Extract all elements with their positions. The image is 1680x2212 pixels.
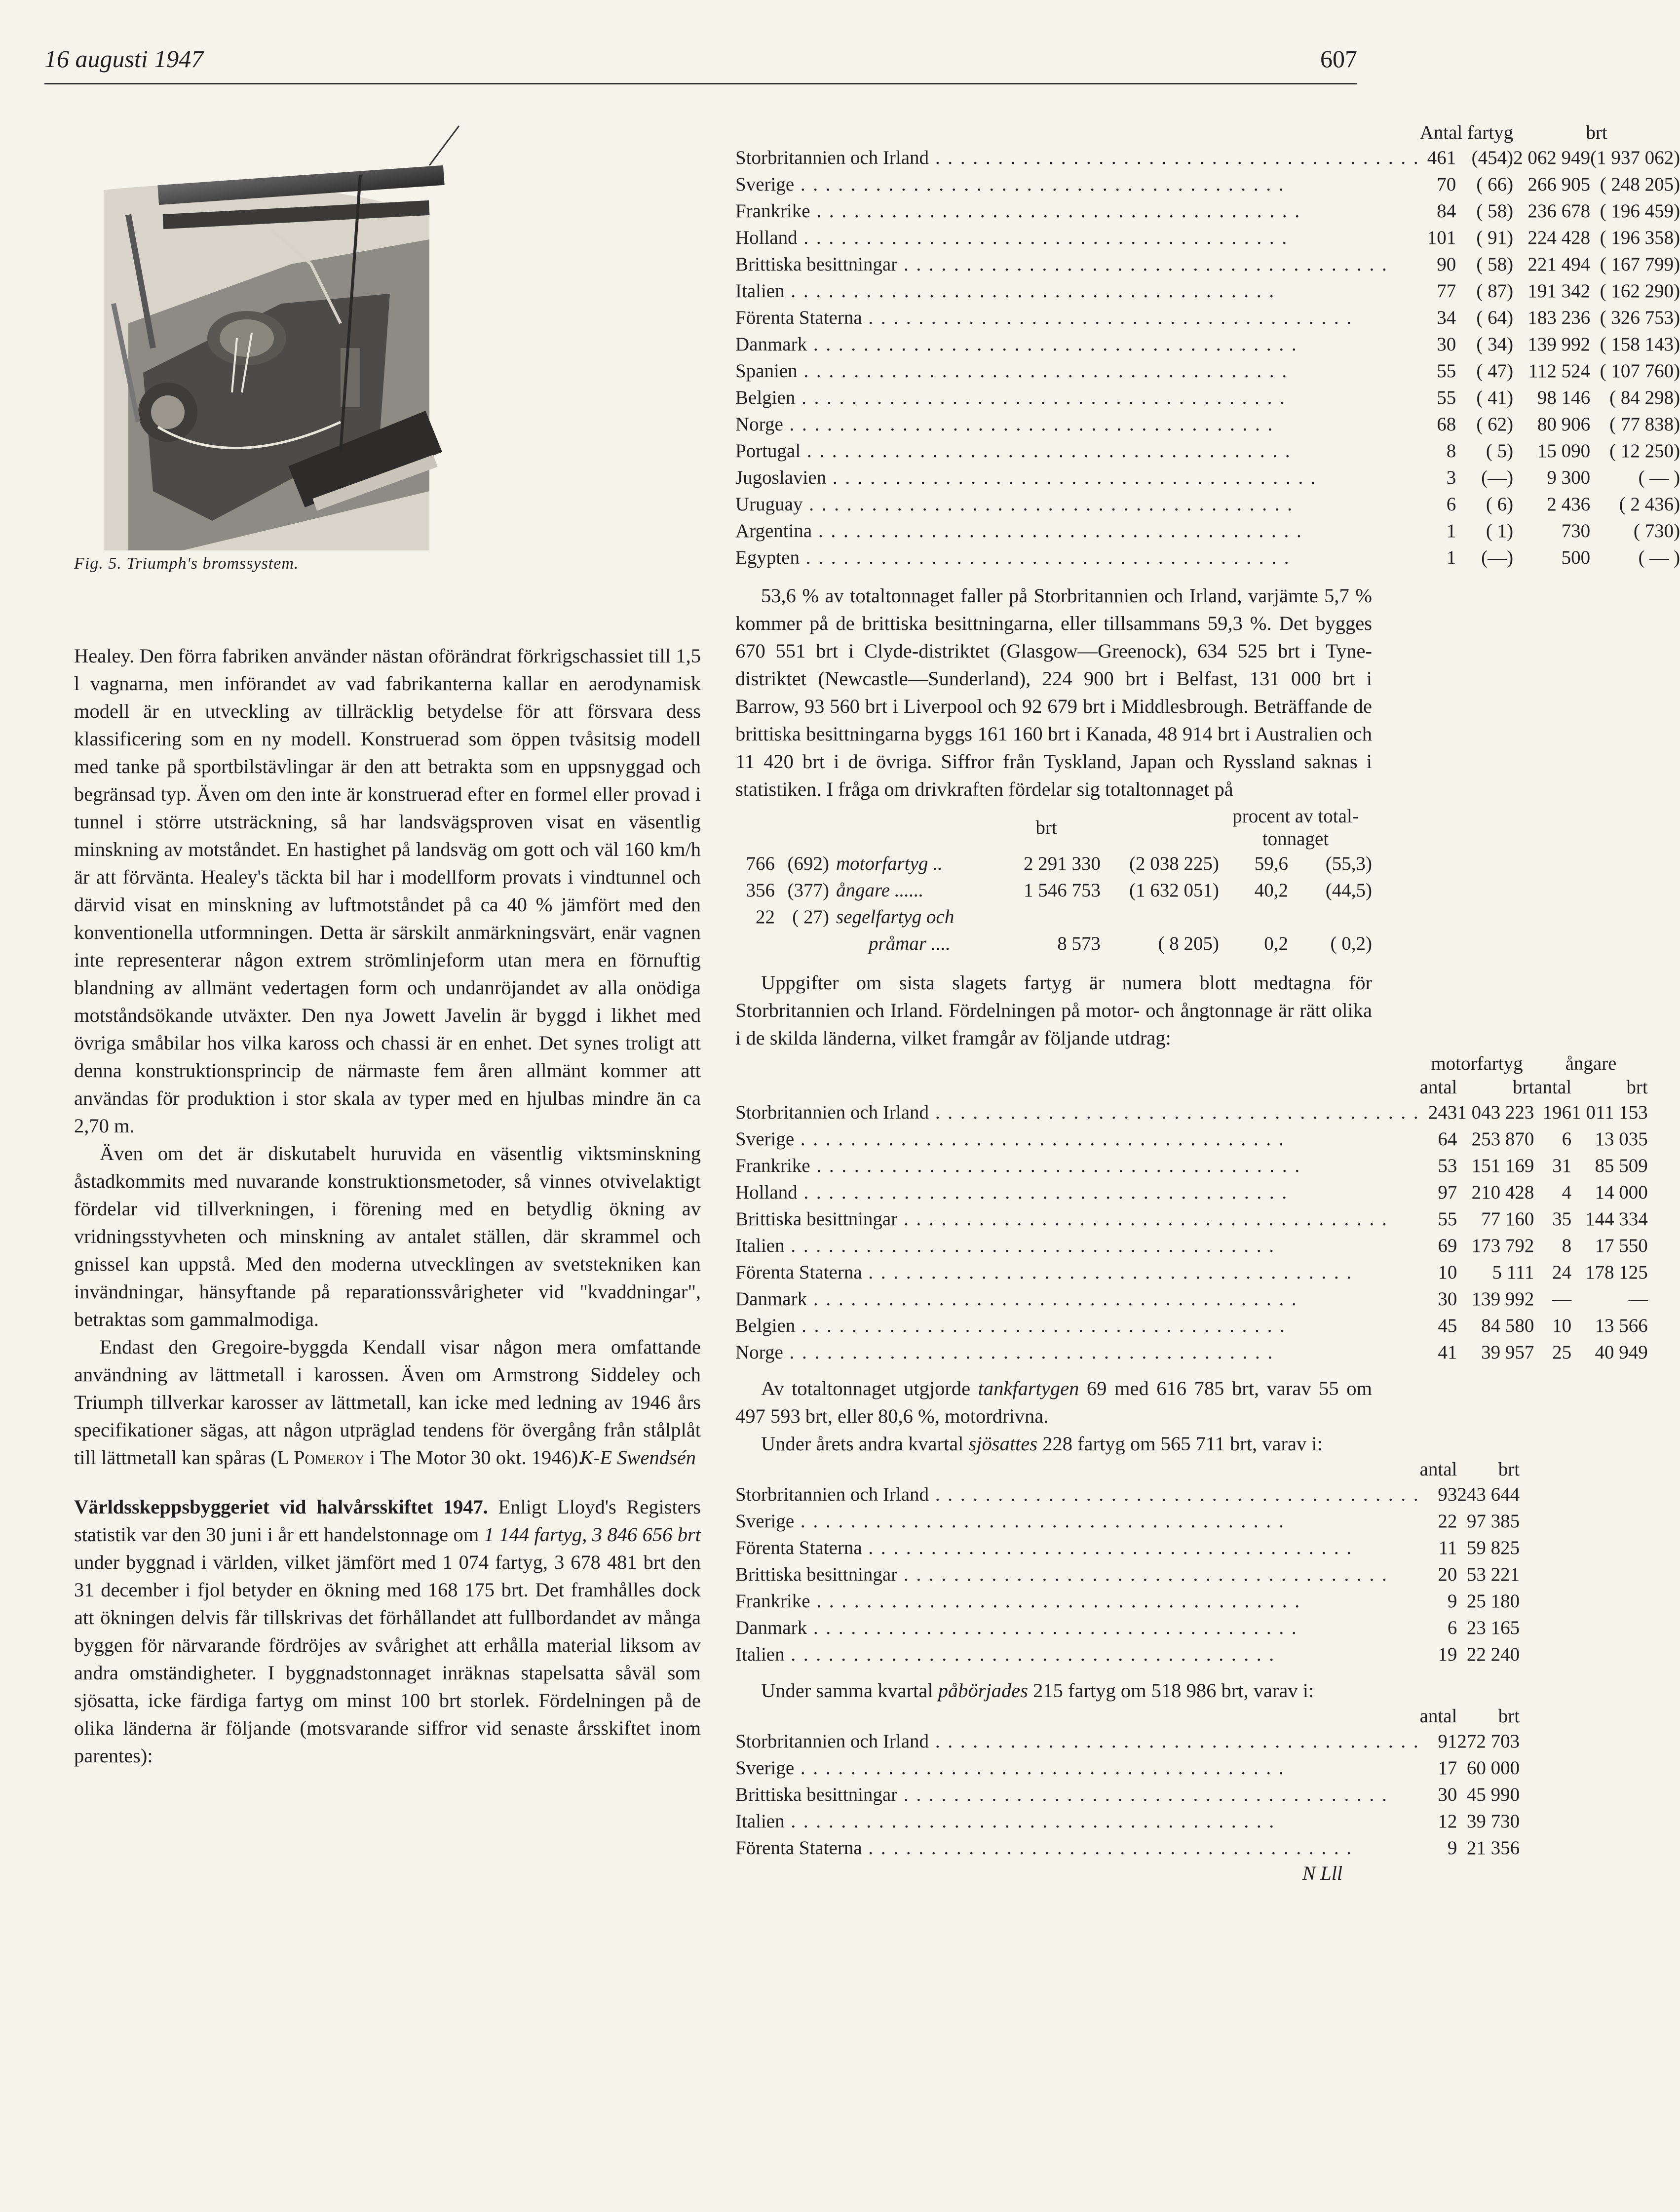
table-cell: antal [1419,1706,1457,1727]
table-row [735,1206,1648,1233]
table-cell: 59,6 [1254,853,1288,874]
table2-header-percent: procent av total-tonnaget [1232,806,1359,850]
table-row [735,851,1372,877]
table-cell: 144 334 [1585,1208,1648,1230]
table-cell: 12 [1438,1811,1457,1832]
table-cell: 2 436 [1547,494,1591,515]
table-cell: 356 [746,880,775,901]
table-cell: 59 825 [1466,1537,1520,1558]
table-cell: 3 [1446,467,1456,488]
table-cell: 236 678 [1527,200,1591,222]
table-cell: ( 0,2) [1330,933,1372,954]
table-cell: 39 957 [1481,1342,1534,1363]
table-cell: 1 043 223 [1457,1102,1534,1123]
para3-text-a: Av totaltonnaget utgjorde [761,1377,978,1399]
table-cell: 5 111 [1492,1262,1534,1283]
table-cell: Brittiska besittningar . . . [735,1206,1420,1233]
table-cell: 9 [1447,1837,1457,1859]
table-row [735,1588,1520,1615]
table-cell: Uruguay . . . [735,491,1420,518]
table-cell: Storbritannien och Irland . . . [735,1481,1420,1508]
table-cell: 1 011 153 [1571,1102,1648,1123]
table-row [735,1313,1648,1339]
table-cell: 84 580 [1481,1315,1534,1336]
table-cell: ( 58) [1476,200,1514,222]
para4-text-b: 228 fartyg om 565 711 brt, varav i: [1037,1433,1323,1455]
table-cell: 243 [1428,1102,1457,1123]
table-cell: 766 [746,853,775,874]
table-cell: 1 546 753 [1024,880,1101,901]
table-cell: 41 [1438,1342,1457,1363]
table-row [735,491,1680,518]
table-cell: (—) [1481,467,1514,488]
table-cell: ( 196 358) [1600,227,1680,248]
table-cell: brt [1498,1459,1520,1480]
right-paragraph-1: 53,6 % av totaltonnaget faller på Storbritannien och Irland, varjämte 5,7 % kommer på de brittiska besittningarna, eller tillsammans 59,3 %. Det bygges 670 551 brt i Clyde-distriktet (Glasgow—Greenock), 634 525 brt i Tyne-distriktet (Newcastle—Sunderland), 224 900 brt i Belfast, 131 000 brt i Barrow, 93 560 brt i Liverpool och 92 679 brt i Middlesbrough. Beträffande de brittiska besittningarna byggs 161 160 brt i Kanada, 48 914 brt i Australien och 11 420 brt i de övriga. Siffror från Tyskland, Japan och Ryssland saknas i statistiken. I fråga om drivkraften fördelar sig totaltonnaget på [735,584,1372,800]
article-paragraph-1: Healey. Den förra fabriken använder nästan oförändrat förkrigschassiet till 1,5 l vagnarna, men införandet av vad fabrikanterna kallar en aerodynamisk modell är en utveckling av tillräcklig betydelse för att försvara dess klassificering som en ny modell. Konstruerad som öppen tvåsitsig modell med tanke på sportbilstävlingar är den att betrakta som en uppsnyggad och begränsad typ. Även om den inte är konstruerad efter en formel eller provad i tunnel i större utsträckning, så har landsvägsproven visat en väsentlig minskning av motståndet. En hastighet på landsväg om gott och väl 160 km/h är att förvänta. Healey's täckta bil har i modellform provats i vindtunnel och därvid visat en minskning av luftmotståndet på ca 40 % jämfört med den konventionella utformningen. Detta är särskilt anmärkningsvärt, enär vagnen inte representerar någon extrem strömlinjeform utan mera en förnuftig blandning av allmänt vedertagen form och undanröjandet av alla onödiga motståndsökande utväxter. Den nya Jowett Javelin är byggd i likhet med övriga småbilar hos vilka kaross och chassi är en enhet. Det synes troligt att denna konstruktionsprincip de närmaste fem åren allmänt kommer att användas för produktion i stor skala av typer med en hjulbas mindre än ca 2,70 m. [74,645,701,1137]
table-cell: 151 169 [1471,1155,1534,1176]
para4-text-a: Under årets andra kvartal [761,1433,969,1455]
shipbuilding-intro [74,1493,701,1770]
table-cell: 39 730 [1466,1811,1520,1832]
table-cell: Italien . . . [735,1233,1420,1259]
table-cell: Förenta Staterna . . . [735,1259,1420,1286]
intro-text-b: under byggnad i världen, vilket jämfört med 1 074 fartyg, 3 678 481 brt den 31 december i fjol betyder en ökning med 168 175 brt. Det framhålles dock att ökningen delvis får tillskrivas det förhållandet att fullbordandet av många byggen för närvarande fördröjes av svårighet att erhålla material liksom av andra omständigheter. I byggnadstonnaget inräknas stapelsatta såväl som sjösatta, icke färdiga fartyg om minst 100 brt storlek. Fördelningen på de olika länderna är följande (motsvarande siffror vid senaste årsskiftet inom parentes): [74,1551,701,1767]
table-cell: 97 [1438,1182,1457,1203]
table-cell: (55,3) [1325,853,1372,874]
table-cell: Förenta Staterna . . . [735,1835,1420,1862]
table3-header-motor: motorfartyg [1431,1053,1523,1074]
table-cell: ( 58) [1476,254,1514,275]
table-cell: 91 [1438,1731,1457,1752]
right-column [735,121,1680,1885]
table-cell: 11 [1438,1537,1457,1558]
para5-text-b: 215 fartyg om 518 986 brt, varav i: [1028,1679,1314,1702]
table-row [735,1153,1648,1179]
table-row [735,904,1372,931]
table1-header-count: Antal fartyg [1419,122,1514,143]
table-cell: 500 [1561,547,1591,568]
table-cell: 90 [1437,254,1456,275]
table-cell: ( 6) [1486,494,1514,515]
table-cell: (377) [787,880,829,901]
table-motor-vs-steam [735,1052,1648,1366]
table-cell: Sverige . . . [735,1508,1420,1535]
table-cell: 85 509 [1595,1155,1648,1176]
table-row [735,1728,1520,1755]
brake-system-illustration [84,116,489,550]
page-header [44,44,1357,84]
para3-text-b: 69 med 616 785 brt, varav 55 om 497 593 brt, eller 80,6 %, motordrivna. [735,1377,1372,1427]
table-cell: 98 146 [1537,387,1591,408]
table-cell: 9 300 [1547,467,1591,488]
table-cell: 461 [1427,147,1456,168]
table-cell: 30 [1438,1288,1457,1310]
table-cell: ( 27) [792,906,829,928]
table-cell: ( 12 250) [1609,440,1680,462]
table-cell: Storbritannien och Irland . . . [735,1099,1420,1126]
table-row [735,1535,1520,1561]
table-cell: 253 870 [1471,1128,1534,1150]
table-cell: 0,2 [1264,933,1288,954]
table-cell: 20 [1438,1564,1457,1585]
table-cell: 2 291 330 [1024,853,1101,874]
table-cell: Sverige . . . [735,171,1420,198]
table-row [735,1099,1648,1126]
table-cell: 24 [1552,1262,1572,1283]
table-cell: 19 [1438,1644,1457,1665]
header-rule [44,83,1357,84]
table-row [735,1259,1648,1286]
table-cell: ( — ) [1638,467,1680,488]
table-cell: Belgien . . . [735,385,1420,411]
table-row [735,1641,1520,1668]
table5-header [735,1705,1520,1728]
table-cell: antal [1419,1077,1457,1098]
table-cell: ( 66) [1476,174,1514,195]
figure-brake-system [84,116,489,550]
table-cell: (454) [1471,147,1514,168]
table-cell: Storbritannien och Irland . . . [735,1728,1420,1755]
table-cell: 68 [1437,414,1456,435]
table1-header-brt: brt [1586,122,1607,143]
table-cell [992,904,1101,931]
table-cell: 210 428 [1471,1182,1534,1203]
table-cell: Frankrike . . . [735,1588,1420,1615]
table-cell: Sverige . . . [735,1126,1420,1153]
table-cell: 77 160 [1481,1208,1534,1230]
table-cell: 10 [1552,1315,1572,1336]
table1-header [735,121,1680,145]
table-row [735,1755,1520,1782]
table-row [735,251,1680,278]
table-row [735,1808,1520,1835]
table-cell: ( 326 753) [1600,307,1680,328]
table-cell: (—) [1481,547,1514,568]
table-cell: 55 [1437,360,1456,382]
table-cell: 266 905 [1527,174,1591,195]
table-cell [1101,904,1219,931]
author-name: Pomeroy [294,1446,365,1469]
table3-sub-header [735,1076,1648,1099]
table-cell: 224 428 [1527,227,1591,248]
launched-emphasis: sjösattes [968,1433,1038,1455]
table-cell [1219,904,1288,931]
page-number: 607 [1320,45,1357,73]
table-cell: Sverige . . . [735,1755,1420,1782]
table-cell: 2 062 949 [1513,147,1591,168]
table3-group-header [735,1052,1648,1076]
table-cell: ( — ) [1638,547,1680,568]
table-cell: ( 62) [1476,414,1514,435]
intro-emphasis: 1 144 fartyg, 3 846 656 brt [484,1523,701,1546]
table-cell: 8 [1562,1235,1572,1256]
table-row [735,385,1680,411]
table-cell: 53 221 [1466,1564,1520,1585]
table-row [735,1179,1648,1206]
table-row [735,358,1680,385]
table-cell: Brittiska besittningar . . . [735,1782,1420,1808]
table-cell: 4 [1562,1182,1572,1203]
right-paragraph-3 [735,1375,1372,1430]
table-cell: 40 949 [1595,1342,1648,1363]
table-cell [1288,904,1372,931]
table-cell: Brittiska besittningar . . . [735,251,1420,278]
table-cell: 196 [1542,1102,1572,1123]
table-cell: (692) [787,853,829,874]
table-cell: 9 [1447,1591,1457,1612]
right-paragraph-4 [735,1430,1372,1458]
table-row [735,1481,1520,1508]
table-cell: 8 573 [1057,933,1101,954]
table-cell: (1 632 051) [1129,880,1219,901]
table-cell: Argentina . . . [735,518,1420,544]
table-row [735,1508,1520,1535]
table-cell: — [1628,1288,1648,1310]
table-cell: Belgien . . . [735,1313,1420,1339]
table-row [735,225,1680,251]
table-cell: Brittiska besittningar . . . [735,1561,1420,1588]
table-cell: segelfartyg och [836,906,955,928]
table-row [735,1233,1648,1259]
table-row [735,305,1680,331]
table4-header [735,1458,1520,1481]
table-cell: 8 [1446,440,1456,462]
table-cell: 178 125 [1585,1262,1648,1283]
table-cell: 191 342 [1527,280,1591,302]
table-cell: 34 [1437,307,1456,328]
right-paragraph-5 [735,1677,1372,1705]
table-cell: Holland . . . [735,225,1420,251]
table-cell: (44,5) [1325,880,1372,901]
table-cell: ( 77 838) [1609,414,1680,435]
table-cell: Portugal . . . [735,438,1420,465]
table-cell: Italien . . . [735,278,1420,305]
table-cell: Norge . . . [735,411,1420,438]
table-cell: 6 [1447,1617,1457,1638]
table-row [735,411,1680,438]
table-cell: 23 165 [1466,1617,1520,1638]
table-cell: 17 550 [1595,1235,1648,1256]
table-cell: antal [1534,1077,1572,1098]
table-cell: 10 [1438,1262,1457,1283]
table-cell: 55 [1438,1208,1457,1230]
table-cell: brt [1513,1077,1534,1098]
table-cell: 45 990 [1466,1784,1520,1805]
table-cell: 21 356 [1466,1837,1520,1859]
table-cell: 139 992 [1527,334,1591,355]
table-cell: 6 [1446,494,1456,515]
table-cell: Storbritannien och Irland . . . [735,145,1420,171]
table-cell: Danmark . . . [735,1286,1420,1313]
table-cell: 69 [1438,1235,1457,1256]
table-cell: Danmark . . . [735,1615,1420,1641]
table-cell: Frankrike . . . [735,1153,1420,1179]
table-cell: ångare ...... [836,880,924,901]
table-cell: Italien . . . [735,1641,1420,1668]
table-cell: 64 [1438,1128,1457,1150]
table-cell: 22 240 [1466,1644,1520,1665]
table-cell: ( 64) [1476,307,1514,328]
table-cell: Förenta Staterna . . . [735,305,1420,331]
table-cell: ( 87) [1476,280,1514,302]
table-cell: ( 1) [1486,520,1514,542]
table-cell: 30 [1437,334,1456,355]
table-row [735,931,1372,957]
table-cell: — [1552,1288,1572,1310]
table-row [735,331,1680,358]
table-cell [775,931,829,957]
section-title: Världsskeppsbyggeriet vid halvårsskiftet 1947. [74,1496,488,1518]
table-cell: 40,2 [1254,880,1288,901]
table-row [735,1561,1520,1588]
right-paragraph-2: Uppgifter om sista slagets fartyg är numera blott medtagna för Storbritannien och Irland. Fördelningen på motor- och ångtonnage är rätt olika i de skilda länderna, vilket framgår av följande utdrag: [735,971,1372,1049]
table-cell: ( 8 205) [1158,933,1219,954]
table-cell: Holland . . . [735,1179,1420,1206]
table-row [735,145,1680,171]
left-column [74,116,701,1770]
table-cell: Italien . . . [735,1808,1420,1835]
table-cell: 53 [1438,1155,1457,1176]
table-cell: 183 236 [1527,307,1591,328]
table-cell: 22 [1438,1511,1457,1532]
started-emphasis: påbörjades [938,1679,1028,1702]
table-cell: pråmar .... [869,933,951,954]
table-cell: Spanien . . . [735,358,1420,385]
table-cell: ( 91) [1476,227,1514,248]
table-cell: 13 566 [1595,1315,1648,1336]
table-row [735,1615,1520,1641]
table-cell: 31 [1552,1155,1572,1176]
table-row [735,438,1680,465]
table-started [735,1705,1520,1862]
right-signature: N Lll [1302,1862,1342,1884]
table-cell [735,931,775,957]
article-signature: K-E Swendsén [579,1446,696,1469]
table-cell: brt [1498,1706,1520,1727]
table-row [735,171,1680,198]
table-cell: 730 [1561,520,1591,542]
table-cell: 25 [1552,1342,1572,1363]
table-cell: ( 162 290) [1600,280,1680,302]
table-launched [735,1458,1520,1668]
table-cell: 55 [1437,387,1456,408]
table-cell: antal [1419,1459,1457,1480]
table-cell: 17 [1438,1757,1457,1779]
table-cell: brt [1626,1077,1648,1098]
issue-date: 16 augusti 1947 [44,45,204,73]
table-cell: ( 34) [1476,334,1514,355]
para3-text-a: Endast den Gregoire-byggda Kendall visar någon mera omfattande användning av lättmetall i karossen. Även om Armstrong Siddeley och Triumph tillverkar karosser av lättmetall, kan icke med ledning av 1946 års specifikationer sägas, att någon utpräglad tendens för övergång från stålplåt till lättmetall kan spåras (L [74,1336,701,1469]
table-row [735,1286,1648,1313]
table-cell: 221 494 [1527,254,1591,275]
table-cell: 84 [1437,200,1456,222]
table-tonnage-by-country [735,121,1680,571]
table-cell: Jugoslavien . . . [735,465,1420,491]
table-cell: 77 [1437,280,1456,302]
table2-header [735,805,1372,851]
table-cell: 101 [1427,227,1456,248]
table-cell: 243 644 [1457,1484,1520,1505]
table-cell: 80 906 [1537,414,1591,435]
photo-vignette [104,184,429,550]
table-row [735,1835,1520,1862]
table-cell: 6 [1562,1128,1572,1150]
table3-header-steam: ångare [1565,1053,1617,1074]
table-row [735,1126,1648,1153]
table-cell: 14 000 [1595,1182,1648,1203]
table-cell: Norge . . . [735,1339,1420,1366]
table-cell: 60 000 [1466,1757,1520,1779]
table-propulsion [735,805,1372,957]
table-cell: 25 180 [1466,1591,1520,1612]
table-cell: 173 792 [1471,1235,1534,1256]
table-row [735,877,1372,904]
table-row [735,278,1680,305]
table-cell: ( 5) [1486,440,1514,462]
table-cell: Egypten . . . [735,544,1420,571]
table-cell: Frankrike . . . [735,198,1420,225]
table-cell: 139 992 [1471,1288,1534,1310]
table-cell: ( 107 760) [1600,360,1680,382]
table-cell: ( 248 205) [1600,174,1680,195]
table-cell: 70 [1437,174,1456,195]
table-cell: 35 [1552,1208,1572,1230]
tanker-emphasis: tankfartygen [978,1377,1079,1399]
table-cell: 22 [756,906,775,928]
table-cell: 272 703 [1457,1731,1520,1752]
table-cell: 30 [1438,1784,1457,1805]
para3-text-b: i The Motor 30 okt. 1946). [364,1446,583,1469]
table-cell: ( 41) [1476,387,1514,408]
table-row [735,518,1680,544]
para5-text-a: Under samma kvartal [761,1679,938,1702]
table-cell: 1 [1446,520,1456,542]
table-cell: 13 035 [1595,1128,1648,1150]
table-cell: Förenta Staterna . . . [735,1535,1420,1561]
table-row [735,198,1680,225]
table-cell: ( 84 298) [1609,387,1680,408]
table-cell: 45 [1438,1315,1457,1336]
table-cell: 1 [1446,547,1456,568]
table-cell: ( 2 436) [1619,494,1680,515]
table-row [735,544,1680,571]
table-cell: ( 158 143) [1600,334,1680,355]
table-cell: 15 090 [1537,440,1591,462]
table-cell: ( 730) [1633,520,1680,542]
intro-text-a: Enligt Lloyd's Registers statistik var den 30 juni i år ett handelstonnage om [74,1496,701,1546]
table-row [735,1782,1520,1808]
table2-header-brt: brt [1035,817,1057,838]
table-cell: 112 524 [1528,360,1591,382]
table-cell: 93 [1438,1484,1457,1505]
table-cell: ( 47) [1476,360,1514,382]
article-paragraph-2: Även om det är diskutabelt huruvida en väsentlig viktsminskning åstadkommits med nuvarande konstruktionsmetoder, så vinnes otvivelaktigt fördelar vid tillverkningen, i förening med en betydlig ökning av vridningsstyvheten och minskning av antalet ställen, där skrammel och gnissel kan uppstå. Med den moderna utvecklingen av svetstekniken kan invändningar, hänsyftande på reparationssvårigheter vid "kvaddningar", betraktas som gammalmodiga. [74,1142,701,1330]
table-cell: ( 167 799) [1600,254,1680,275]
table-cell: (1 937 062) [1590,147,1680,168]
table-cell: ( 196 459) [1600,200,1680,222]
table-cell: Danmark . . . [735,331,1420,358]
table-cell: motorfartyg .. [836,853,943,874]
table-cell: (2 038 225) [1129,853,1219,874]
table-cell: 97 385 [1466,1511,1520,1532]
table-row [735,465,1680,491]
figure-caption: Fig. 5. Triumph's bromssystem. [74,554,299,573]
table-row [735,1339,1648,1366]
